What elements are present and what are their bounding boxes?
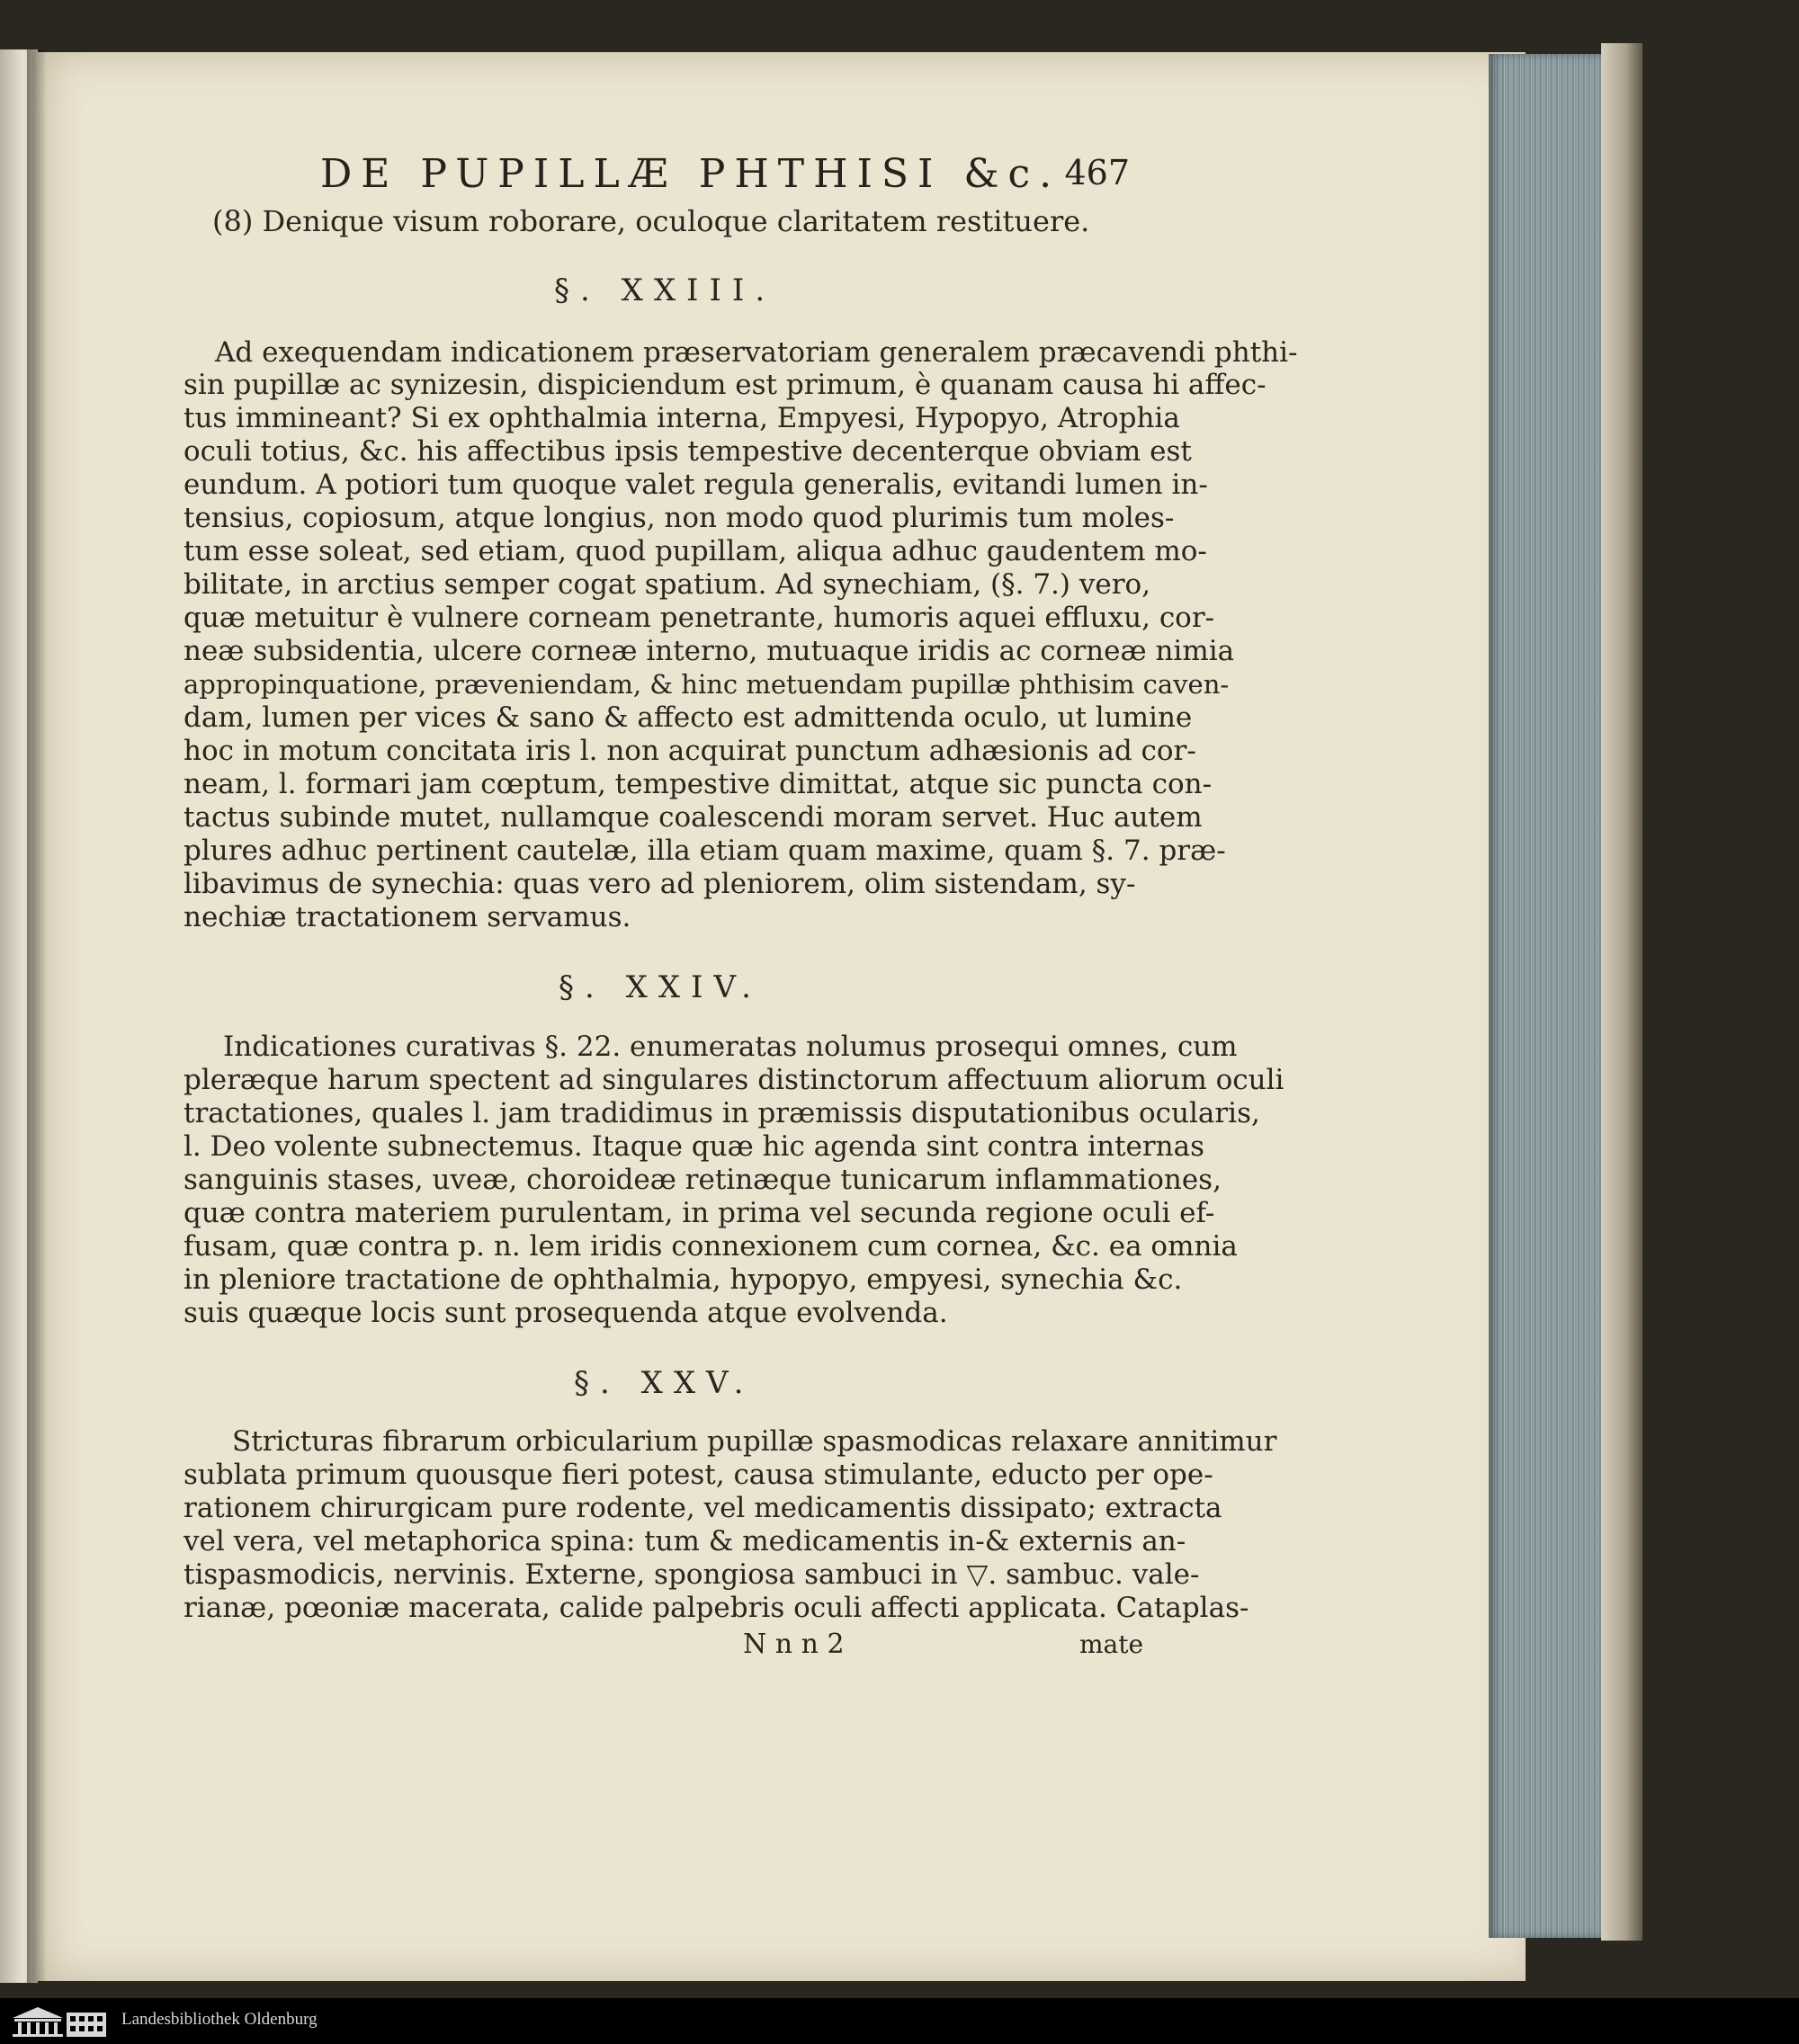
text-line: rianæ, pœoniæ macerata, calide palpebris oculi affecti applicata. Cataplas- bbox=[183, 1592, 1249, 1624]
text-line: plures adhuc pertinent cautelæ, illa etiam quam maxime, quam §. 7. præ- bbox=[183, 835, 1226, 867]
text-line: tus immineant? Si ex ophthalmia interna, Empyesi, Hypopyo, Atrophia bbox=[183, 402, 1180, 434]
text-line: nechiæ tractationem servamus. bbox=[183, 901, 631, 933]
section-heading-23: §. XXIII. bbox=[554, 272, 776, 308]
library-building-icon bbox=[11, 2005, 108, 2038]
text-line: Indicationes curativas §. 22. enumeratas nolumus prosequi omnes, cum bbox=[223, 1031, 1238, 1063]
text-line: Ad exequendam indicationem præservatoriam generalem præcavendi phthi- bbox=[215, 336, 1298, 369]
text-line: dam, lumen per vices & sano & affecto est admittenda oculo, ut lumine bbox=[183, 701, 1193, 734]
text-line: eundum. A potiori tum quoque valet regula generalis, evitandi lumen in- bbox=[183, 469, 1208, 501]
text-line: tispasmodicis, nervinis. Externe, spongiosa sambuci in ▽. sambuc. vale- bbox=[183, 1558, 1200, 1591]
text-line: tractationes, quales l. jam tradidimus in præmissis disputationibus ocularis, bbox=[183, 1097, 1260, 1129]
text-line: sublata primum quousque fieri potest, causa stimulante, educto per ope- bbox=[183, 1459, 1213, 1491]
cover-edge bbox=[1601, 43, 1642, 1941]
text-line: suis quæque locis sunt prosequenda atque evolvenda. bbox=[183, 1297, 948, 1329]
section-heading-25: §. XXV. bbox=[574, 1365, 755, 1401]
catchword: mate bbox=[1079, 1629, 1144, 1659]
text-line: neam, l. formari jam cœptum, tempestive dimittat, atque sic puncta con- bbox=[183, 768, 1213, 800]
text-line: tum esse soleat, sed etiam, quod pupillam, aliqua adhuc gaudentem mo- bbox=[183, 535, 1207, 567]
page-block-edge bbox=[1489, 54, 1606, 1938]
text-line: l. Deo volente subnectemus. Itaque quæ hic agenda sint contra internas bbox=[183, 1130, 1205, 1163]
spine-shadow bbox=[27, 49, 47, 1983]
text-line: tactus subinde mutet, nullamque coalescendi moram servet. Huc autem bbox=[183, 801, 1203, 834]
footer-label: Landesbibliothek Oldenburg bbox=[121, 2010, 318, 2029]
text-line: quæ metuitur è vulnere corneam penetrante, humoris aquei effluxu, cor- bbox=[183, 602, 1215, 634]
text-line: pleræque harum spectent ad singulares distinctorum affectuum aliorum oculi bbox=[183, 1064, 1284, 1096]
text-line: oculi totius, &c. his affectibus ipsis tempestive decenterque obviam est bbox=[183, 435, 1192, 468]
text-line: fusam, quæ contra p. n. lem iridis connexionem cum cornea, &c. ea omnia bbox=[183, 1230, 1238, 1263]
text-line: bilitate, in arctius semper cogat spatium. Ad synechiam, (§. 7.) vero, bbox=[183, 568, 1151, 601]
section-heading-24: §. XXIV. bbox=[559, 969, 762, 1005]
text-line: neæ subsidentia, ulcere corneæ interno, mutuaque iridis ac corneæ nimia bbox=[183, 635, 1235, 667]
text-line: sanguinis stases, uveæ, choroideæ retinæque tunicarum inflammationes, bbox=[183, 1164, 1222, 1196]
signature-mark: N n n 2 bbox=[743, 1629, 845, 1660]
text-line: quæ contra materiem purulentam, in prima vel secunda regione oculi ef- bbox=[183, 1197, 1215, 1229]
text-line: in pleniore tractatione de ophthalmia, hypopyo, empyesi, synechia &c. bbox=[183, 1263, 1183, 1296]
page-number: 467 bbox=[1064, 153, 1130, 192]
text-line: rationem chirurgicam pure rodente, vel medicamentis dissipato; extracta bbox=[183, 1492, 1222, 1524]
text-line: appropinquatione, præveniendam, & hinc metuendam pupillæ phthisim caven- bbox=[183, 669, 1230, 700]
running-head: DE PUPILLÆ PHTHISI &c. bbox=[320, 151, 1061, 197]
text-line: vel vera, vel metaphorica spina: tum & medicamentis in-& externis an- bbox=[183, 1525, 1186, 1558]
text-line: hoc in motum concitata iris l. non acquirat punctum adhæsionis ad cor- bbox=[183, 735, 1196, 767]
footer-bar bbox=[0, 1998, 1799, 2044]
text-line: Stricturas fibrarum orbicularium pupillæ spasmodicas relaxare annitimur bbox=[232, 1425, 1277, 1458]
text-line: libavimus de synechia: quas vero ad pleniorem, olim sistendam, sy- bbox=[183, 868, 1136, 900]
page bbox=[32, 52, 1526, 1981]
text-line: sin pupillæ ac synizesin, dispiciendum est primum, è quanam causa hi affec- bbox=[183, 369, 1266, 401]
text-line: tensius, copiosum, atque longius, non modo quod plurimis tum moles- bbox=[183, 502, 1175, 534]
page-header bbox=[320, 151, 1130, 201]
opening-line: (8) Denique visum roborare, oculoque claritatem restituere. bbox=[212, 204, 1090, 238]
